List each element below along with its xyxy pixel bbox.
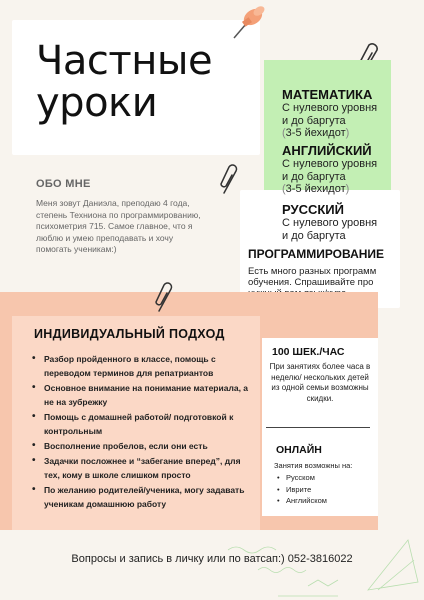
list-item: • Разбор пройденного в классе, помощь с переводом терминов для репатриантов	[30, 352, 258, 380]
language-list	[276, 472, 327, 507]
list-item: • Восполнение пробелов, если они есть	[30, 439, 258, 453]
subject-title: МАТЕМАТИКА	[282, 87, 373, 102]
paperclip-icon	[218, 163, 242, 199]
individual-title: ИНДИВИДУАЛЬНЫЙ ПОДХОД	[34, 327, 225, 341]
subject-title: РУССКИЙ	[282, 202, 344, 217]
list-item: • Задачки посложнее и “забегание вперед”, для тех, кому в школе слишком просто	[30, 454, 258, 482]
title-line-1: Частные	[36, 38, 213, 84]
footer-contact: Вопросы и запись в личку или по ватсап:) 052-3816022	[71, 553, 353, 565]
list-item: • Помощь с домашней работой/ подготовкой к контрольным	[30, 410, 258, 438]
list-item: • Основное внимание на понимание материала, а не на зубрежку	[30, 381, 258, 409]
list-item: • Русском	[276, 472, 327, 484]
about-text: Меня зовут Даниэла, преподаю 4 года, степень Техниона по программированию, психометрия 715. Самое главное, что я люблю и умею преподавать и хочу помогать ученикам:)	[36, 198, 201, 254]
subject-math	[282, 87, 377, 140]
list-item: • По желанию родителей/ученика, могу задавать ученикам домашнюю работу	[30, 483, 258, 511]
divider	[266, 427, 370, 428]
list-item: • Английском	[276, 495, 327, 507]
page-title	[36, 40, 212, 124]
push-pin-icon	[226, 2, 270, 42]
programming-text: Есть много разных программ обучения. Спрашивайте про	[248, 266, 377, 288]
subject-line: и до баргута	[282, 114, 346, 127]
subject-title: АНГЛИЙСКИЙ	[282, 143, 372, 158]
subject-line: С нулевого уровня	[282, 102, 378, 114]
paperclip-icon	[152, 281, 178, 317]
programming-title: ПРОГРАММИРОВАНИЕ	[248, 247, 385, 261]
online-note: Занятия возможны на:	[274, 461, 353, 470]
price-note: При занятиях более часа в неделю/ нескольких детей из одной семьи возможны скидки.	[269, 362, 371, 403]
subject-line: и до баргута	[282, 170, 346, 183]
individual-list	[30, 352, 258, 512]
subject-line: С нулевого уровня	[282, 158, 378, 170]
price: 100 ШЕК./ЧАС	[272, 346, 345, 358]
title-line-2: уроки	[36, 80, 158, 126]
subject-russian	[282, 202, 377, 242]
subject-line: С нулевого уровня	[282, 217, 378, 229]
online-title: ОНЛАЙН	[276, 444, 322, 456]
subject-english	[282, 143, 377, 196]
about-title: ОБО МНЕ	[36, 178, 91, 190]
subject-line: и до баргута	[282, 229, 346, 242]
subject-note: (3-5 йехидот)	[282, 127, 350, 139]
list-item: • Иврите	[276, 484, 327, 496]
subject-note: (3-5 йехидот)	[282, 183, 350, 195]
